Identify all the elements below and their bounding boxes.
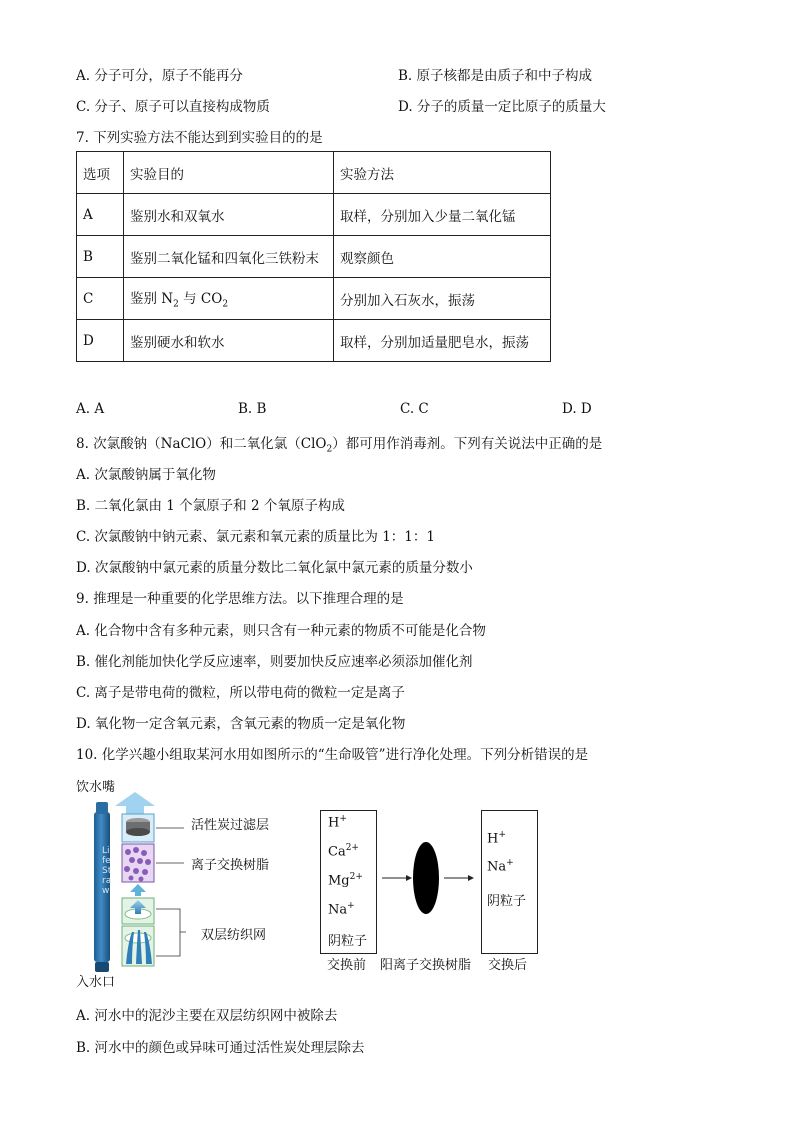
- table-cell-method: 取样，分别加适量肥皂水，振荡: [334, 320, 551, 362]
- ion-charge: +: [498, 830, 506, 840]
- table-cell-purpose: 鉴别水和双氧水: [124, 194, 334, 236]
- q7-option-a: A. A: [76, 401, 105, 417]
- table-cell-purpose: 鉴别二氧化锰和四氧化三铁粉末: [124, 236, 334, 278]
- q6-option-d: D. 分子的质量一定比原子的质量大: [398, 99, 606, 115]
- ion-charge: 2+: [349, 872, 363, 882]
- q8-option-c: C. 次氯酸钠中钠元素、氯元素和氧元素的质量比为 1：1：1: [76, 529, 435, 545]
- table-cell-method: 观察颜色: [334, 236, 551, 278]
- q7-option-b: B. B: [238, 401, 267, 417]
- table-header-cell: 实验目的: [124, 152, 334, 194]
- q7-table: [76, 151, 551, 362]
- q7-option-d: D. D: [562, 401, 592, 417]
- subscript: 2: [173, 299, 179, 310]
- q7-option-c: C. C: [400, 401, 429, 417]
- straw-illustration: [80, 792, 190, 974]
- stem-text: 8. 次氯酸钠（NaClO）和二氧化氯（ClO: [76, 436, 327, 452]
- q9-stem: 9. 推理是一种重要的化学思维方法。以下推理合理的是: [76, 591, 404, 607]
- purpose-text: 鉴别 N: [130, 291, 174, 308]
- table-cell-option: B: [77, 236, 124, 278]
- ion-label: [328, 872, 363, 888]
- table-header-row: [77, 152, 551, 194]
- ion-charge: +: [347, 901, 355, 911]
- label-resin-layer: 离子交换树脂: [191, 858, 270, 873]
- q6-option-a: A. 分子可分，原子不能再分: [76, 68, 243, 84]
- ion-base: Ca: [328, 844, 346, 860]
- straw-top-label: 饮水嘴: [76, 780, 116, 795]
- q7-stem: 7. 下列实验方法不能达到到实验目的的是: [76, 130, 323, 146]
- stem-text: ）都可用作消毒剂。下列有关说法中正确的是: [332, 436, 603, 452]
- anion-label: 阴粒子: [487, 894, 527, 909]
- caption-after: 交换后: [488, 958, 528, 973]
- q6-option-c: C. 分子、原子可以直接构成物质: [76, 99, 270, 115]
- label-carbon-layer: 活性炭过滤层: [191, 818, 270, 833]
- table-cell-purpose: [124, 278, 334, 320]
- purpose-text: 与 CO: [178, 291, 223, 308]
- ion-base: H: [328, 815, 340, 831]
- subscript: 2: [222, 299, 229, 310]
- table-cell-option: C: [77, 278, 124, 320]
- ion-charge: +: [339, 814, 347, 824]
- table-cell-method: 取样，分别加入少量二氧化锰: [334, 194, 551, 236]
- caption-before: 交换前: [327, 958, 367, 973]
- q6-option-b: B. 原子核都是由质子和中子构成: [398, 68, 593, 84]
- q10-option-b: B. 河水中的颜色或异味可通过活性炭处理层除去: [76, 1040, 365, 1056]
- table-cell-purpose: 鉴别硬水和软水: [124, 320, 334, 362]
- ion-base: Na: [328, 902, 348, 918]
- ion-charge: +: [506, 858, 514, 868]
- straw-bottom-label: 入水口: [76, 975, 116, 990]
- table-row: [77, 236, 551, 278]
- q8-option-a: A. 次氯酸钠属于氧化物: [76, 467, 216, 483]
- ion-base: Mg: [328, 873, 350, 889]
- ion-label: [328, 843, 359, 859]
- table-cell-option: A: [77, 194, 124, 236]
- ion-label: [487, 858, 514, 874]
- ion-label: [487, 830, 506, 846]
- subscript: 2: [326, 444, 333, 455]
- ion-charge: 2+: [345, 843, 359, 853]
- ion-base: Na: [487, 859, 507, 875]
- table-cell-method: 分别加入石灰水，振荡: [334, 278, 551, 320]
- ion-label: [328, 814, 347, 830]
- resin-diagram: [380, 838, 480, 918]
- anion-label: 阴粒子: [328, 934, 368, 949]
- q9-option-a: A. 化合物中含有多种元素，则只含有一种元素的物质不可能是化合物: [76, 623, 486, 639]
- ion-base: H: [487, 831, 499, 847]
- label-mesh-layer: 双层纺织网: [201, 928, 267, 943]
- table-row: [77, 278, 551, 320]
- straw-brand: LifeStraw: [102, 846, 112, 896]
- q8-option-d: D. 次氯酸钠中氯元素的质量分数比二氧化氯中氯元素的质量分数小: [76, 560, 473, 576]
- table-header-cell: 选项: [77, 152, 124, 194]
- table-row: [77, 194, 551, 236]
- table-header-cell: 实验方法: [334, 152, 551, 194]
- q9-option-b: B. 催化剂能加快化学反应速率，则要加快反应速率必须添加催化剂: [76, 654, 473, 670]
- q10-option-a: A. 河水中的泥沙主要在双层纺织网中被除去: [76, 1008, 338, 1024]
- q8-stem: [76, 432, 602, 455]
- q10-stem: 10. 化学兴趣小组取某河水用如图所示的“生命吸管”进行净化处理。下列分析错误的是: [76, 747, 589, 763]
- table-row: [77, 320, 551, 362]
- q8-option-b: B. 二氧化氯由 1 个氯原子和 2 个氧原子构成: [76, 498, 345, 514]
- table-cell-option: D: [77, 320, 124, 362]
- ion-label: [328, 901, 355, 917]
- q9-option-d: D. 氧化物一定含氧元素，含氧元素的物质一定是氧化物: [76, 716, 406, 732]
- q9-option-c: C. 离子是带电荷的微粒，所以带电荷的微粒一定是离子: [76, 685, 405, 701]
- caption-resin: 阳离子交换树脂: [380, 958, 472, 973]
